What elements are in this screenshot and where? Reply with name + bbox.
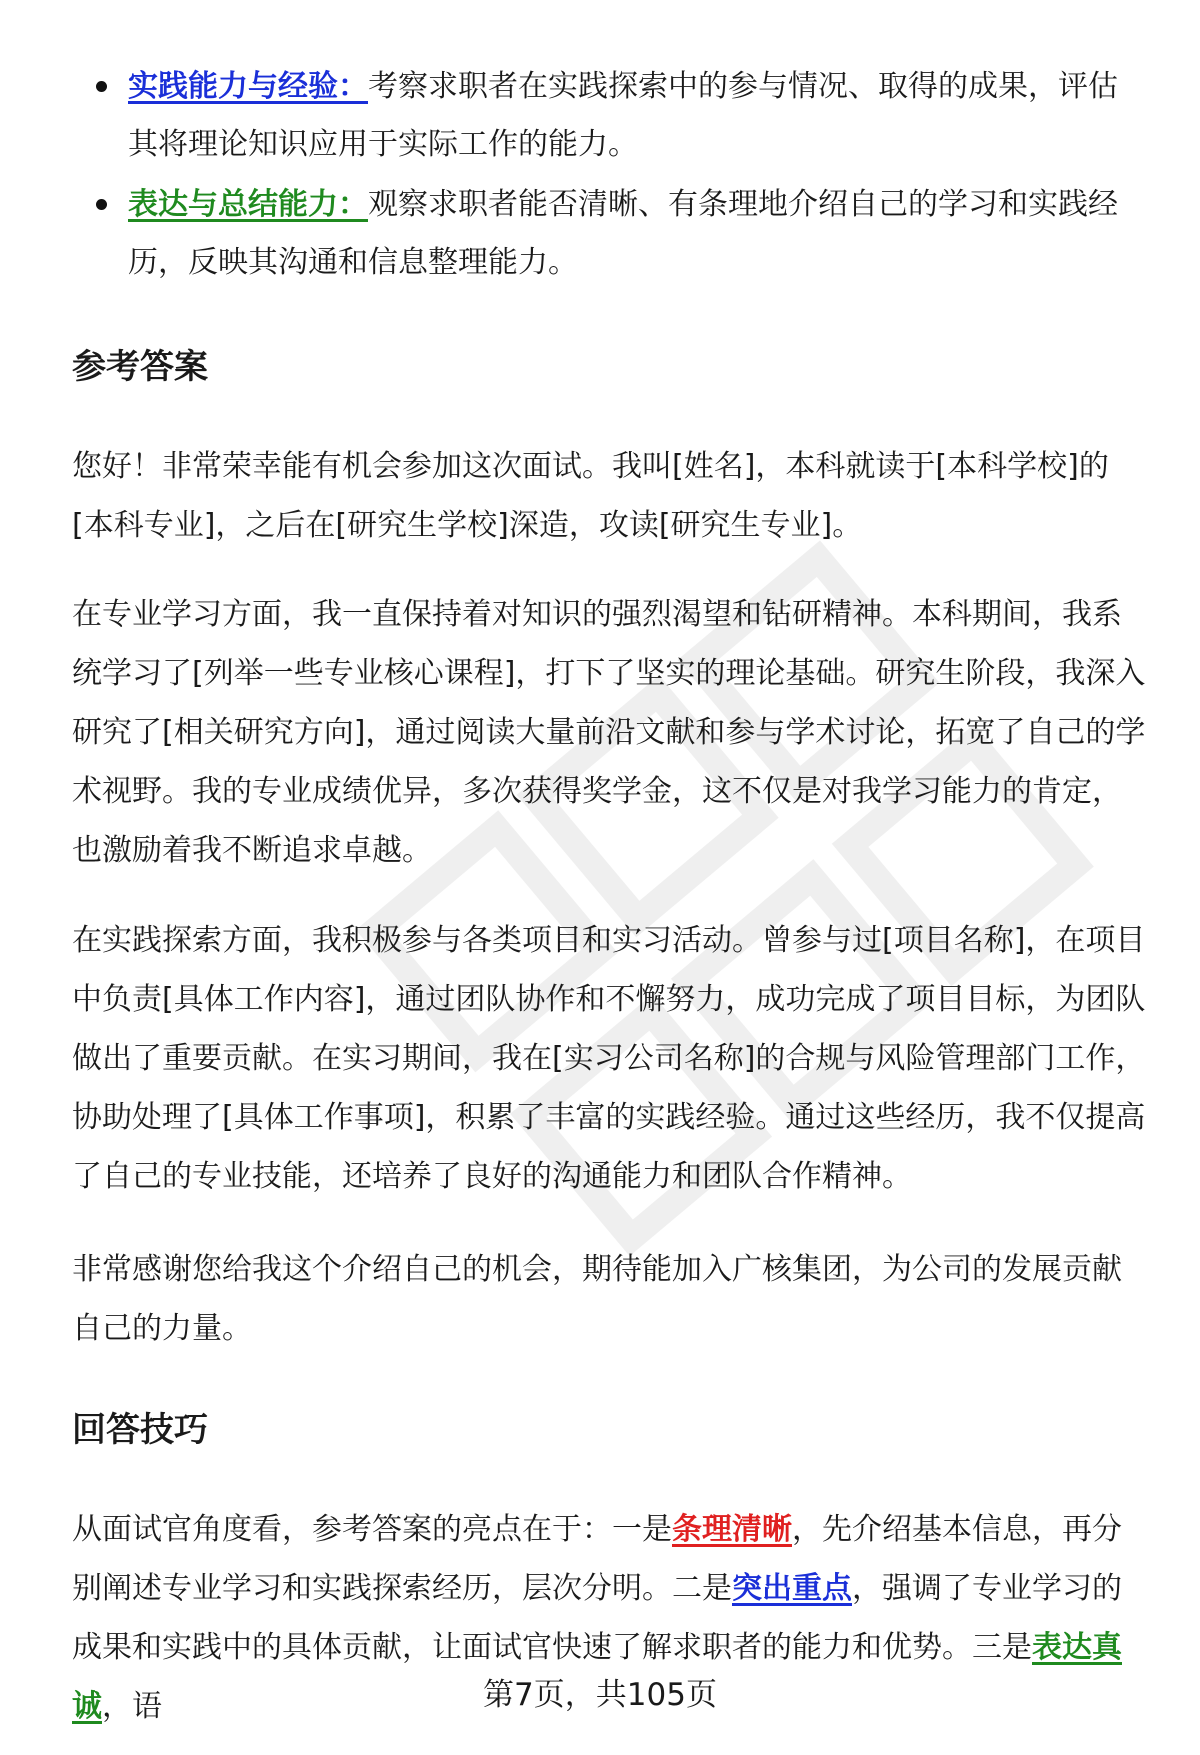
answer-paragraph: 在实践探索方面，我积极参与各类项目和实习活动。曾参与过[项目名称]，在项目中负责[具体工作内容]，通过团队协作和不懈努力，成功完成了项目目标，为团队做出了重要贡献。在实习期间，我在[实习公司名称]的合规与风险管理部门工作，协助处理了[具体工作事项]，积累了丰富的实践经验。通过这些经历，我不仅提高了自己的专业技能，还培养了良好的沟通能力和团队合作精神。 (72, 923, 1146, 1194)
criteria-text: 考察求职者在实践探索中的参与情况、取得的成果，评估其将理论知识应用于实际工作的能力。 (128, 69, 1118, 162)
bullet-icon (96, 81, 107, 92)
criteria-keyword: 表达与总结能力： (128, 187, 368, 222)
criteria-list (72, 58, 1142, 294)
tips-text: ，强调了专业学习的成果和实践中的具体贡献，让面试官快速了解求职者的能力和优势。三是 (72, 1571, 1122, 1665)
tips-text: 从面试官角度看，参考答案的亮点在于：一是 (72, 1512, 672, 1547)
tips-text: ，先介绍基本信息，再分别阐述专业学习和实践探索经历，层次分明。二是 (72, 1512, 1122, 1606)
section-title-tips: 回答技巧 (72, 1410, 208, 1450)
page-number: 第7页，共105页 (483, 1677, 717, 1713)
criteria-keyword: 实践能力与经验： (128, 69, 368, 104)
highlight-clear-structure: 条理清晰 (672, 1512, 792, 1547)
criteria-text: 观察求职者能否清晰、有条理地介绍自己的学习和实践经历，反映其沟通和信息整理能力。 (128, 187, 1118, 280)
highlight-key-points: 突出重点 (732, 1571, 852, 1606)
tips-text: ，语 (102, 1689, 162, 1724)
section-title-answer: 参考答案 (72, 347, 208, 387)
list-item (72, 58, 1142, 174)
list-item (72, 176, 1142, 292)
answer-paragraph: 在专业学习方面，我一直保持着对知识的强烈渴望和钻研精神。本科期间，我系统学习了[列举一些专业核心课程]，打下了坚实的理论基础。研究生阶段，我深入研究了[相关研究方向]，通过阅读大量前沿文献和参与学术讨论，拓宽了自己的学术视野。我的专业成绩优异，多次获得奖学金，这不仅是对我学习能力的肯定，也激励着我不断追求卓越。 (72, 597, 1146, 868)
highlight-sincere: 表达真诚 (72, 1630, 1122, 1724)
answer-paragraph: 您好！非常荣幸能有机会参加这次面试。我叫[姓名]，本科就读于[本科学校]的[本科专业]，之后在[研究生学校]深造，攻读[研究生专业]。 (72, 449, 1109, 543)
answer-paragraph: 非常感谢您给我这个介绍自己的机会，期待能加入广核集团，为公司的发展贡献自己的力量。 (72, 1252, 1122, 1346)
bullet-icon (96, 199, 107, 210)
